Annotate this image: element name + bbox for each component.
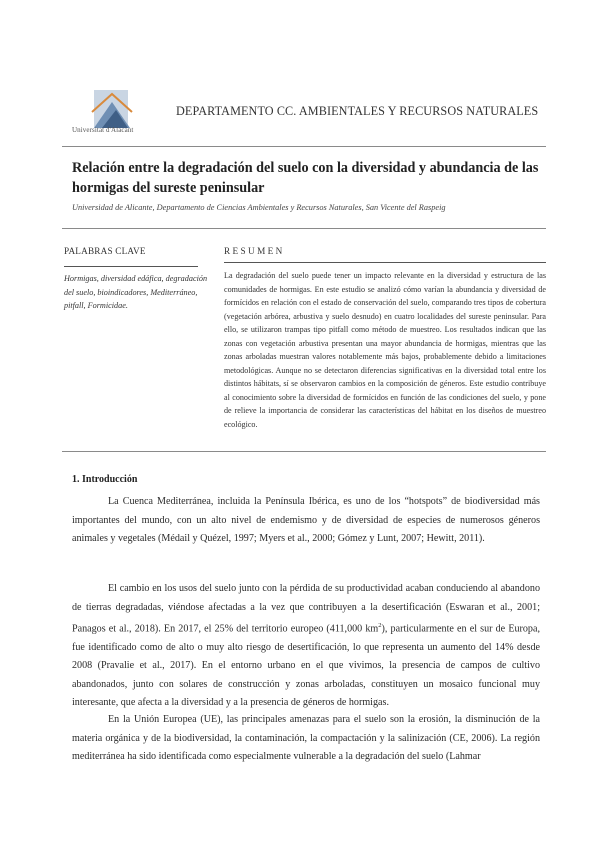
section-heading: 1. Introducción <box>72 474 138 485</box>
abstract-heading: RESUMEN <box>224 246 285 256</box>
keywords-text: Hormigas, diversidad edáfica, degradación del suelo, bioindicadores, Mediterráneo, pitfall, Formicidae. <box>64 274 208 310</box>
title-divider <box>62 228 546 229</box>
paragraph-text: ), particularmente en el sur de Europa, fue identificado como de alto o muy alto riesgo de desertificación, lo que representa un aumento del 14% desde 2008 (Pravalie et al., 2017). En el entorno urbano en el que vivimos, la presencia de campos de cultivo abandonados, junto con solares de construcción y zonas arboladas, constituyen un mosaico funcional muy interesante, que afecta a la diversidad y a la presencia de géneros de hormigas. <box>72 623 540 709</box>
header-divider <box>62 146 546 147</box>
department-name: DEPARTAMENTO CC. AMBIENTALES Y RECURSOS NATURALES <box>176 104 539 118</box>
superscript: 2 <box>378 622 382 629</box>
body-paragraph: La Cuenca Mediterránea, incluida la Península Ibérica, es uno de los “hotspots” de biodiversidad más importantes del mundo, con un alto nivel de endemismo y de diversidad de especies de numerosos géneros animales y vegetales (Médail y Quézel, 1997; Myers et al., 2000; Gómez y Lunt, 2007; Hewitt, 2011). <box>72 496 540 544</box>
abstract-end-divider <box>62 451 546 452</box>
abstract-text: La degradación del suelo puede tener un impacto relevante en la diversidad y estructura de las comunidades de hormigas. En este estudio se analizó cómo varían la abundancia y diversidad de formícidos en relación con el estado de conservación del suelo, comparando tres tipos de cobertura (vegetación arbórea, arbustiva y suelo desnudo) en cuatro localidades del sureste peninsular. Para ello, se utilizaron trampas tipo pitfall como método de muestreo. Los resultados indican que las zonas con vegetación arbustiva presentan una mayor abundancia de hormigas, mientras que las zonas arboladas muestran valores notablemente más bajos, probablemente debido a limitaciones metodológicas. Aunque no se detectaron diferencias significativas en la diversidad total entre los distintos hábitats, sí se observaron cambios en la composición de géneros. Este estudio contribuye al conocimiento sobre la diversidad de formícidos en función de las condiciones del suelo, y pone de relieve la importancia de considerar las características del hábitat en los diseños de muestreo ecológico. <box>224 271 546 429</box>
logo-caption: Universitat d'Alacant <box>72 126 134 134</box>
body-paragraph <box>72 580 540 713</box>
paragraph-text: El cambio en los usos del suelo junto con la pérdida de su productividad acaban conduciendo al abandono de tierras degradadas, viéndose afectadas a la vez que contribuyen a la desertificación (Eswaran et al., 2001; Panagos et al., 2018). En 2017, el 25% del territorio europeo (411,000 km <box>72 583 540 635</box>
abstract-divider <box>224 262 546 263</box>
body-paragraph: En la Unión Europea (UE), las principales amenazas para el suelo son la erosión, la disminución de la materia orgánica y de la biodiversidad, la contaminación, la compactación y la salinización (CE, 2006). La región mediterránea ha sido identificada como especialmente vulnerable a la degradación del suelo (Lahmar <box>72 714 540 762</box>
author-affiliation: Universidad de Alicante, Departamento de Ciencias Ambientales y Recursos Naturales, San Vicente del Raspeig <box>72 203 446 212</box>
article-title: Relación entre la degradación del suelo con la diversidad y abundancia de las hormigas del sureste peninsular <box>72 160 539 196</box>
keywords-heading: PALABRAS CLAVE <box>64 246 146 256</box>
keywords-divider <box>64 266 198 267</box>
